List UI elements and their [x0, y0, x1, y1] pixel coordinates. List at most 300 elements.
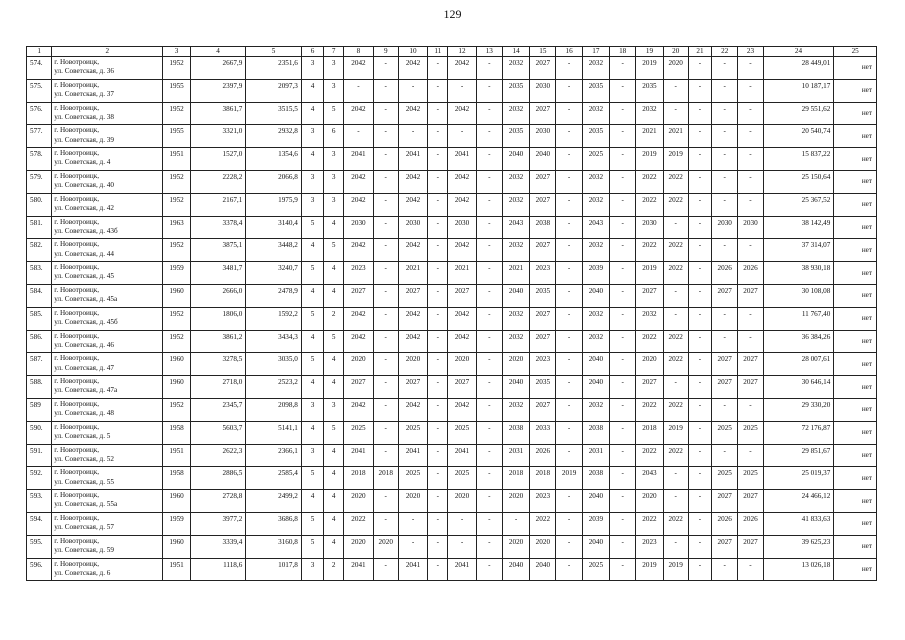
cell-c13: - [476, 125, 502, 148]
column-header: 15 [530, 47, 556, 57]
cell-c7: 4 [324, 376, 344, 399]
address-street: ул. Советская, д. 45 [54, 272, 114, 281]
cell-c4: 3861,2 [190, 330, 246, 353]
cell-c10: 2042 [398, 170, 427, 193]
cell-c9: - [373, 558, 398, 581]
cell-c9: - [373, 330, 398, 353]
address-cell [52, 216, 163, 239]
cell-c9: - [373, 148, 398, 171]
cell-c15: 2035 [530, 376, 556, 399]
cell-c16: - [556, 535, 582, 558]
cell-c14: 2032 [502, 102, 529, 125]
cell-c17: 2035 [582, 79, 609, 102]
address-street: ул. Советская, д. 55а [54, 500, 118, 509]
cell-c9: - [373, 307, 398, 330]
cell-c17: 2032 [582, 239, 609, 262]
address-cell [52, 125, 163, 148]
cell-c18: - [610, 57, 636, 80]
cell-c17: 2040 [582, 353, 609, 376]
cell-c5: 3434,3 [246, 330, 302, 353]
cell-c17: 2032 [582, 307, 609, 330]
column-header: 20 [663, 47, 688, 57]
cell-c18: - [610, 216, 636, 239]
cell-c11: - [428, 307, 448, 330]
cell-c5: 3515,5 [246, 102, 302, 125]
cell-c6: 4 [301, 148, 323, 171]
address-city: г. Новотроицк, [54, 171, 100, 180]
cell-c22: - [712, 102, 738, 125]
page-number: 129 [443, 7, 462, 21]
cell-c3: 1960 [163, 284, 190, 307]
cell-c19: 2021 [636, 125, 663, 148]
table-row [27, 353, 877, 376]
cell-c24: 20 540,74 [763, 125, 834, 148]
table-row [27, 490, 877, 513]
cell-c13: - [476, 193, 502, 216]
cell-c19: 2027 [636, 376, 663, 399]
cell-c20: 2022 [663, 330, 688, 353]
table-row [27, 376, 877, 399]
cell-c4: 2667,9 [190, 57, 246, 80]
cell-c20: 2022 [663, 239, 688, 262]
cell-c25: нет [834, 467, 877, 490]
address-city: г. Новотроицк, [54, 149, 100, 158]
cell-c5: 2499,2 [246, 490, 302, 513]
cell-c14: 2035 [502, 79, 529, 102]
cell-c18: - [610, 535, 636, 558]
cell-c18: - [610, 467, 636, 490]
cell-c3: 1960 [163, 535, 190, 558]
cell-c14: 2040 [502, 376, 529, 399]
cell-c10: 2041 [398, 444, 427, 467]
table-row [27, 398, 877, 421]
cell-c9: - [373, 79, 398, 102]
cell-c6: 3 [301, 170, 323, 193]
table-row [27, 193, 877, 216]
address-cell [52, 330, 163, 353]
cell-c23: 2027 [738, 490, 763, 513]
cell-c18: - [610, 239, 636, 262]
cell-c20: - [663, 376, 688, 399]
column-header: 24 [763, 47, 834, 57]
cell-c17: 2039 [582, 262, 609, 285]
address-cell [52, 421, 163, 444]
cell-c19: 2020 [636, 490, 663, 513]
cell-c7: 4 [324, 535, 344, 558]
cell-c5: 1592,2 [246, 307, 302, 330]
cell-c5: 2523,2 [246, 376, 302, 399]
cell-c15: 2020 [530, 535, 556, 558]
cell-c10: - [398, 125, 427, 148]
cell-c23: - [738, 193, 763, 216]
cell-c21: - [688, 125, 711, 148]
cell-c15: 2030 [530, 125, 556, 148]
address-street: ул. Советская, д. 6 [54, 568, 111, 577]
column-header: 8 [344, 47, 373, 57]
address-street: ул. Советская, д. 44 [54, 249, 114, 258]
cell-c10: 2027 [398, 284, 427, 307]
cell-c22: - [712, 330, 738, 353]
cell-c4: 2167,1 [190, 193, 246, 216]
cell-c7: 4 [324, 467, 344, 490]
cell-c18: - [610, 307, 636, 330]
cell-c4: 5603,7 [190, 421, 246, 444]
table-row [27, 535, 877, 558]
cell-c19: 2019 [636, 558, 663, 581]
cell-c5: 2932,8 [246, 125, 302, 148]
cell-c23: - [738, 398, 763, 421]
cell-c22: - [712, 193, 738, 216]
cell-c4: 2345,7 [190, 398, 246, 421]
column-header: 18 [610, 47, 636, 57]
cell-c11: - [428, 512, 448, 535]
address-cell [52, 193, 163, 216]
cell-c18: - [610, 148, 636, 171]
cell-c8: 2018 [344, 467, 373, 490]
cell-c16: - [556, 170, 582, 193]
cell-c11: - [428, 57, 448, 80]
table-row [27, 467, 877, 490]
cell-c11: - [428, 102, 448, 125]
cell-c11: - [428, 421, 448, 444]
address-street: ул. Советская, д. 42 [54, 203, 114, 212]
cell-c13: - [476, 170, 502, 193]
cell-c3: 1952 [163, 170, 190, 193]
row-number: 592. [27, 467, 52, 490]
cell-c5: 2585,4 [246, 467, 302, 490]
row-number: 587. [27, 353, 52, 376]
address-city: г. Новотроицк, [54, 308, 100, 317]
cell-c3: 1952 [163, 239, 190, 262]
cell-c15: 2027 [530, 307, 556, 330]
cell-c15: 2027 [530, 239, 556, 262]
cell-c12: 2042 [448, 57, 476, 80]
cell-c25: нет [834, 376, 877, 399]
cell-c15: 2038 [530, 216, 556, 239]
cell-c23: 2025 [738, 467, 763, 490]
cell-c21: - [688, 148, 711, 171]
cell-c14: 2040 [502, 148, 529, 171]
cell-c14: 2031 [502, 444, 529, 467]
address-city: г. Новотроицк, [54, 285, 100, 294]
address-street: ул. Советская, д. 57 [54, 523, 114, 532]
cell-c19: 2022 [636, 512, 663, 535]
cell-c9: - [373, 421, 398, 444]
cell-c25: нет [834, 170, 877, 193]
cell-c12: 2030 [448, 216, 476, 239]
cell-c20: - [663, 284, 688, 307]
cell-c11: - [428, 467, 448, 490]
row-number: 574. [27, 57, 52, 80]
row-number: 580. [27, 193, 52, 216]
cell-c25: нет [834, 148, 877, 171]
cell-c10: 2042 [398, 398, 427, 421]
cell-c5: 1975,9 [246, 193, 302, 216]
cell-c10: 2020 [398, 490, 427, 513]
cell-c3: 1955 [163, 79, 190, 102]
column-header: 22 [712, 47, 738, 57]
cell-c18: - [610, 398, 636, 421]
address-city: г. Новотроицк, [54, 513, 100, 522]
cell-c11: - [428, 193, 448, 216]
cell-c12: 2042 [448, 239, 476, 262]
cell-c13: - [476, 284, 502, 307]
cell-c8: 2022 [344, 512, 373, 535]
cell-c24: 30 646,14 [763, 376, 834, 399]
cell-c6: 5 [301, 307, 323, 330]
cell-c18: - [610, 421, 636, 444]
cell-c23: 2027 [738, 376, 763, 399]
cell-c14: 2032 [502, 193, 529, 216]
cell-c13: - [476, 239, 502, 262]
column-header: 23 [738, 47, 763, 57]
address-cell [52, 467, 163, 490]
cell-c18: - [610, 262, 636, 285]
cell-c17: 2032 [582, 193, 609, 216]
cell-c16: - [556, 262, 582, 285]
cell-c19: 2030 [636, 216, 663, 239]
cell-c17: 2035 [582, 125, 609, 148]
cell-c4: 3339,4 [190, 535, 246, 558]
cell-c13: - [476, 262, 502, 285]
cell-c8: 2042 [344, 307, 373, 330]
cell-c15: 2035 [530, 284, 556, 307]
cell-c17: 2040 [582, 535, 609, 558]
cell-c20: - [663, 79, 688, 102]
cell-c21: - [688, 444, 711, 467]
cell-c16: - [556, 558, 582, 581]
cell-c21: - [688, 262, 711, 285]
cell-c11: - [428, 444, 448, 467]
cell-c4: 2622,3 [190, 444, 246, 467]
cell-c20: 2022 [663, 353, 688, 376]
row-number: 586. [27, 330, 52, 353]
cell-c8: 2041 [344, 444, 373, 467]
cell-c14: 2032 [502, 170, 529, 193]
cell-c7: 3 [324, 398, 344, 421]
cell-c16: - [556, 284, 582, 307]
cell-c8: 2023 [344, 262, 373, 285]
cell-c5: 3140,4 [246, 216, 302, 239]
cell-c22: - [712, 444, 738, 467]
row-number: 584. [27, 284, 52, 307]
cell-c15: 2030 [530, 79, 556, 102]
cell-c15: 2022 [530, 512, 556, 535]
cell-c15: 2023 [530, 490, 556, 513]
cell-c17: 2038 [582, 467, 609, 490]
address-cell [52, 79, 163, 102]
cell-c24: 25 019,37 [763, 467, 834, 490]
cell-c24: 36 384,26 [763, 330, 834, 353]
cell-c9: - [373, 216, 398, 239]
cell-c12: - [448, 512, 476, 535]
cell-c19: 2018 [636, 421, 663, 444]
cell-c18: - [610, 490, 636, 513]
cell-c19: 2019 [636, 262, 663, 285]
cell-c19: 2027 [636, 284, 663, 307]
cell-c24: 28 449,01 [763, 57, 834, 80]
cell-c17: 2025 [582, 558, 609, 581]
cell-c20: 2020 [663, 57, 688, 80]
cell-c11: - [428, 125, 448, 148]
cell-c23: - [738, 239, 763, 262]
cell-c6: 5 [301, 353, 323, 376]
cell-c20: 2019 [663, 148, 688, 171]
cell-c25: нет [834, 262, 877, 285]
cell-c17: 2038 [582, 421, 609, 444]
cell-c23: 2027 [738, 284, 763, 307]
cell-c22: - [712, 170, 738, 193]
cell-c3: 1952 [163, 102, 190, 125]
cell-c9: - [373, 512, 398, 535]
cell-c9: - [373, 239, 398, 262]
cell-c17: 2032 [582, 102, 609, 125]
cell-c9: 2018 [373, 467, 398, 490]
cell-c22: - [712, 79, 738, 102]
cell-c24: 37 314,07 [763, 239, 834, 262]
cell-c11: - [428, 398, 448, 421]
address-cell [52, 102, 163, 125]
cell-c6: 4 [301, 102, 323, 125]
cell-c4: 1118,6 [190, 558, 246, 581]
cell-c22: - [712, 125, 738, 148]
cell-c7: 5 [324, 421, 344, 444]
cell-c12: - [448, 125, 476, 148]
address-city: г. Новотроицк, [54, 468, 100, 477]
cell-c10: 2025 [398, 467, 427, 490]
cell-c19: 2019 [636, 57, 663, 80]
cell-c9: - [373, 57, 398, 80]
cell-c4: 2666,0 [190, 284, 246, 307]
cell-c15: 2033 [530, 421, 556, 444]
cell-c4: 3977,2 [190, 512, 246, 535]
address-cell [52, 353, 163, 376]
cell-c6: 3 [301, 57, 323, 80]
cell-c8: 2020 [344, 353, 373, 376]
cell-c6: 3 [301, 444, 323, 467]
cell-c11: - [428, 376, 448, 399]
table-row [27, 125, 877, 148]
cell-c24: 25 367,52 [763, 193, 834, 216]
cell-c4: 2228,2 [190, 170, 246, 193]
cell-c25: нет [834, 398, 877, 421]
cell-c8: 2027 [344, 376, 373, 399]
cell-c24: 15 837,22 [763, 148, 834, 171]
cell-c16: - [556, 102, 582, 125]
cell-c7: 5 [324, 239, 344, 262]
cell-c24: 38 930,18 [763, 262, 834, 285]
column-header: 7 [324, 47, 344, 57]
cell-c4: 2886,5 [190, 467, 246, 490]
row-number: 589 [27, 398, 52, 421]
cell-c14: 2035 [502, 125, 529, 148]
cell-c13: - [476, 307, 502, 330]
cell-c23: - [738, 125, 763, 148]
address-street: ул. Советская, д. 47а [54, 386, 118, 395]
cell-c21: - [688, 467, 711, 490]
cell-c14: 2038 [502, 421, 529, 444]
cell-c5: 2098,8 [246, 398, 302, 421]
cell-c3: 1951 [163, 148, 190, 171]
address-cell [52, 284, 163, 307]
cell-c18: - [610, 79, 636, 102]
cell-c17: 2040 [582, 284, 609, 307]
cell-c5: 3686,8 [246, 512, 302, 535]
cell-c6: 4 [301, 330, 323, 353]
cell-c10: - [398, 79, 427, 102]
address-city: г. Новотроицк, [54, 263, 100, 272]
cell-c11: - [428, 79, 448, 102]
cell-c23: 2026 [738, 262, 763, 285]
address-city: г. Новотроицк, [54, 240, 100, 249]
cell-c14: - [502, 512, 529, 535]
cell-c24: 39 625,23 [763, 535, 834, 558]
table-row [27, 307, 877, 330]
address-street: ул. Советская, д. 48 [54, 409, 114, 418]
cell-c7: 3 [324, 148, 344, 171]
cell-c3: 1952 [163, 57, 190, 80]
cell-c25: нет [834, 79, 877, 102]
cell-c20: 2019 [663, 558, 688, 581]
table-row [27, 284, 877, 307]
cell-c12: 2041 [448, 444, 476, 467]
cell-c16: - [556, 193, 582, 216]
address-street: ул. Советская, д. 5 [54, 431, 111, 440]
cell-c14: 2040 [502, 558, 529, 581]
cell-c9: - [373, 102, 398, 125]
cell-c13: - [476, 102, 502, 125]
data-table [26, 46, 877, 581]
address-street: ул. Советская, д. 39 [54, 135, 114, 144]
address-cell [52, 57, 163, 80]
cell-c22: 2030 [712, 216, 738, 239]
table-row [27, 421, 877, 444]
cell-c6: 5 [301, 535, 323, 558]
cell-c18: - [610, 330, 636, 353]
address-cell [52, 148, 163, 171]
cell-c16: 2019 [556, 467, 582, 490]
cell-c25: нет [834, 102, 877, 125]
table-row [27, 79, 877, 102]
cell-c22: 2027 [712, 535, 738, 558]
cell-c13: - [476, 535, 502, 558]
table-row [27, 444, 877, 467]
cell-c4: 3378,4 [190, 216, 246, 239]
cell-c24: 28 007,61 [763, 353, 834, 376]
cell-c23: - [738, 307, 763, 330]
cell-c16: - [556, 216, 582, 239]
cell-c13: - [476, 216, 502, 239]
address-city: г. Новотроицк, [54, 536, 100, 545]
cell-c18: - [610, 102, 636, 125]
cell-c19: 2023 [636, 535, 663, 558]
cell-c14: 2043 [502, 216, 529, 239]
cell-c7: 4 [324, 216, 344, 239]
column-header: 16 [556, 47, 582, 57]
row-number: 576. [27, 102, 52, 125]
cell-c10: 2041 [398, 148, 427, 171]
cell-c8: - [344, 125, 373, 148]
address-city: г. Новотроицк, [54, 354, 100, 363]
cell-c11: - [428, 330, 448, 353]
row-number: 582. [27, 239, 52, 262]
cell-c17: 2040 [582, 376, 609, 399]
cell-c25: нет [834, 490, 877, 513]
cell-c24: 30 108,08 [763, 284, 834, 307]
cell-c21: - [688, 398, 711, 421]
table-row [27, 57, 877, 80]
cell-c7: 4 [324, 444, 344, 467]
